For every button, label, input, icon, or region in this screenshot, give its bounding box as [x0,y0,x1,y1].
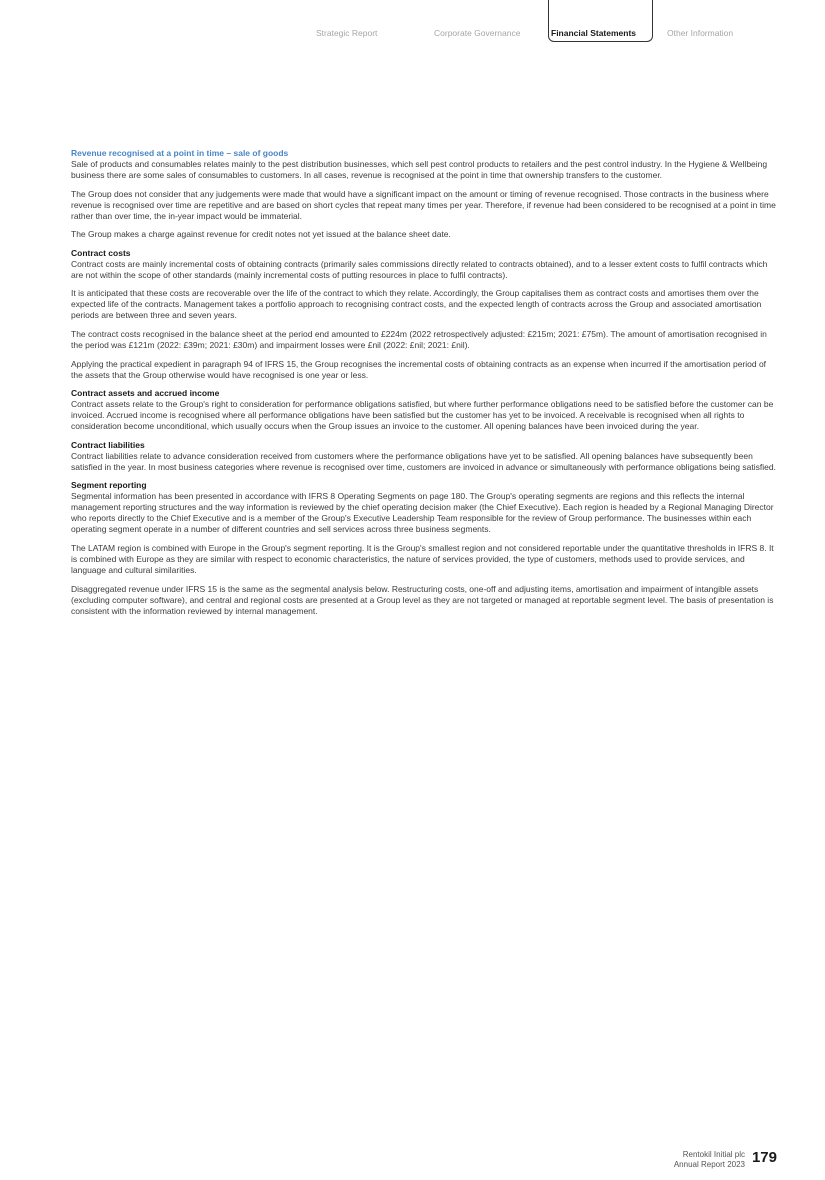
paragraph-text: Sale of products and consumables relates mainly to the pest distribution businesses, which sell pest control products to retailers and the pest control industry. In the Hygiene & Wellbeing business there are some sales of consumables to customers. In all cases, revenue is recognised at the point in time that ownership transfers to the customer. [71,159,768,180]
section-heading: Contract costs [71,247,131,258]
paragraph [71,388,779,432]
paragraph [71,480,779,535]
paragraph: It is anticipated that these costs are recoverable over the life of the contract to which they relate. Accordingly, the Group capitalises them as contract costs and amortises them over the expected life of the contracts. Management takes a portfolio approach to recognising contract costs, and the expected length of contracts across the Group and associated amortisation periods are between three and seven years. [71,288,762,321]
paragraph: The Group does not consider that any judgements were made that would have a significant impact on the amount or timing of revenue recognised. Those contracts in the business where revenue is recognised over time are repetitive and are based on short cycles that repeat many times per year. Therefore, if revenue had been considered to be recognised at a point in time rather than over time, the in-year impact would be immaterial. [71,188,776,221]
paragraph-text: Contract liabilities relate to advance consideration received from customers where the performance obligations have yet to be satisfied. All opening balances have subsequently been satisfied in the year. In most business categories where revenue is recognised over time, customers are invoiced in advance or simultaneously with performance obligations being satisfied. [71,450,776,472]
paragraph: Applying the practical expedient in paragraph 94 of IFRS 15, the Group recognises the incremental costs of obtaining contracts as an expense when incurred if the amortisation period of the assets that the Group otherwise would have recognised is one year or less. [71,358,767,380]
tab-other-information[interactable]: Other Information [667,28,734,38]
tab-corporate-governance[interactable]: Corporate Governance [434,28,521,38]
tab-strategic-report[interactable]: Strategic Report [316,28,378,38]
section-heading: Revenue recognised at a point in time – sale of goods [71,148,289,158]
paragraph [71,248,779,281]
footer-text [674,1150,745,1169]
paragraph: Disaggregated revenue under IFRS 15 is the same as the segmental analysis below. Restructuring costs, one-off and adjusting items, amortisation and impairment of intangible assets (excluding computer software), and central and regional costs are presented at a Group level as they are not targeted or managed at reportable segment level. The basis of presentation is consistent with the information reviewed by internal management. [71,583,774,616]
page-number: 179 [751,1149,777,1166]
section-navigation [0,0,825,48]
report-name: Annual Report 2023 [673,1159,745,1169]
page-footer [577,1150,777,1180]
paragraph: The contract costs recognised in the balance sheet at the period end amounted to £224m (2022 retrospectively adjusted: £215m; 2021: £75m). The amount of amortisation recognised in the period was £121m (2022: £39m; 2021: £30m) and impairment losses were £nil (2022: £nil; 2021: £nil). [71,328,767,350]
section-heading: Contract assets and accrued income [71,388,220,399]
main-content [71,148,779,624]
section-heading: Segment reporting [71,480,147,491]
paragraph [71,440,779,473]
paragraph: The Group makes a charge against revenue for credit notes not yet issued at the balance sheet date. [71,229,451,240]
paragraph: The LATAM region is combined with Europe in the Group's segment reporting. It is the Group's smallest region and not considered reportable under the quantitative thresholds in IFRS 8. It is combined with Europe as they are similar with respect to economic characteristics, the nature of services provided, the type of customers, methods used to provide services, and language and cultural similarities. [71,542,774,575]
tab-financial-statements[interactable]: Financial Statements [548,0,653,42]
paragraph-text: Contract assets relate to the Group's right to consideration for performance obligations satisfied, but where further performance obligations need to be satisfied before the customer can be invoiced. Accrued income is recognised where all performance obligations have been satisfied but the customer has yet to be invoiced. A receivable is recognised when all rights to consideration become unconditional, which usually occurs when the Group issues an invoice to the customer. All opening balances have been invoiced during the year. [71,399,774,432]
section-heading: Contract liabilities [71,439,145,450]
company-name: Rentokil Initial plc [682,1150,745,1159]
paragraph-text: Contract costs are mainly incremental costs of obtaining contracts (primarily sales commissions directly related to contracts obtained), and to a lesser extent costs to fulfil contracts which are not within the scope of other standards (mainly incremental costs of putting resources in place to fulfil contracts). [71,258,768,280]
paragraph [71,148,779,181]
paragraph-text: Segmental information has been presented in accordance with IFRS 8 Operating Segments on page 180. The Group's operating segments are regions and this reflects the internal management reporting structures and the way information is reviewed by the chief operating decision maker (the Chief Executive). Each region is headed by a Regional Managing Director who reports directly to the Chief Executive and is a member of the Group's Executive Leadership Team responsible for the review of Group performance. The businesses within each operating segment operate in a number of different countries and sell services across three business segments. [71,491,774,535]
